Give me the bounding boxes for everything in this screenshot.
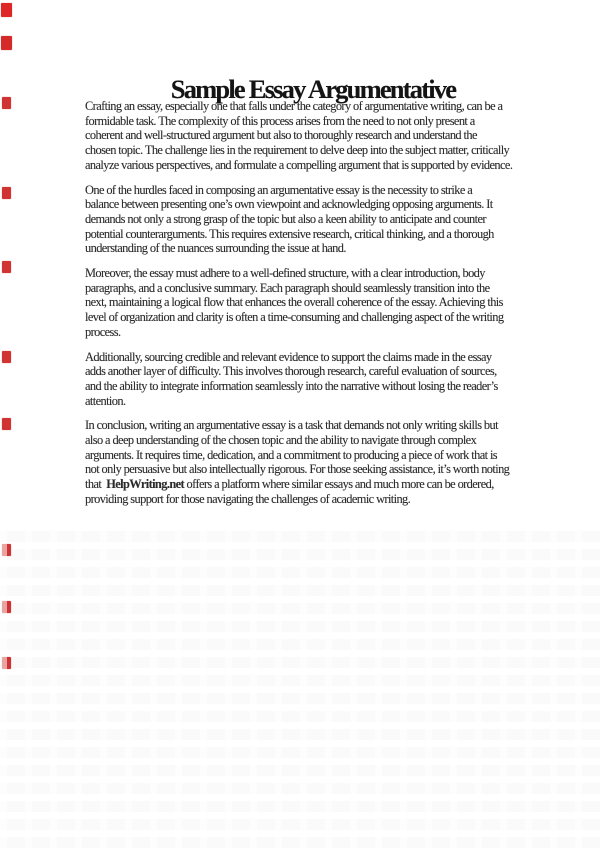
essay-text-run: One of the hurdles faced in composing an argumentative essay is the necessity to strike a [85,182,473,197]
page-title: Sample Essay Argumentative [170,73,456,104]
essay-text-run: and the ability to integrate information seamlessly into the narrative without losing the reader’s [85,378,498,393]
essay-text-run: potential counterarguments. This requires extensive research, critical thinking, and a thorough [85,226,494,241]
essay-paragraph [85,418,600,506]
essay-text-run: level of organization and clarity is often a time-consuming and challenging aspect of the writing [85,310,504,325]
essay-text-run: that [85,477,107,492]
essay-text-run: arguments. It requires time, dedication, and a commitment to producing a piece of work that is [85,447,498,462]
essay-text-run: Moreover, the essay must adhere to a well-defined structure, with a clear introduction, body [85,266,485,281]
red-edge-mark [2,601,11,613]
red-edge-mark [1,3,12,17]
essay-text-run: attention. [85,393,126,408]
essay-text-run: chosen topic. The challenge lies in the requirement to delve deep into the subject matter, critically [85,143,510,158]
essay-body [85,99,600,517]
essay-paragraph [85,99,600,173]
faint-watermark-texture [0,525,600,848]
red-edge-mark [2,657,11,669]
essay-text-run: analyze various perspectives, and formulate a compelling argument that is supported by evidence. [85,157,513,172]
essay-text-run: balance between presenting one’s own viewpoint and acknowledging opposing arguments. It [85,197,493,212]
essay-text-run: Crafting an essay, especially one that falls under the category of argumentative writing, can be a [85,99,503,113]
essay-text-run: Additionally, sourcing credible and relevant evidence to support the claims made in the essay [85,349,492,364]
essay-text-run: also a deep understanding of the chosen topic and the ability to navigate through complex [85,433,477,448]
essay-text-run: providing support for those navigating the challenges of academic writing. [85,491,411,506]
red-edge-mark [1,36,12,50]
essay-text-run: not only persuasive but also intellectually rigorous. For those seeking assistance, it’s worth noting [85,462,510,477]
red-edge-mark [2,261,11,273]
helpwriting-brand-text: HelpWriting.net [106,477,185,492]
essay-text-run: offers a platform where similar essays and much more can be ordered, [184,477,494,492]
essay-text-run: demands not only a strong grasp of the topic but also a keen ability to anticipate and counter [85,211,486,226]
essay-text-run: formidable task. The complexity of this process arises from the need to not only present a [85,113,475,128]
essay-text-run: next, maintaining a logical flow that enhances the overall coherence of the essay. Achieving this [85,295,503,310]
red-edge-mark [2,544,11,556]
red-edge-mark [2,351,11,363]
essay-paragraph [85,266,600,340]
essay-paragraph [85,350,600,409]
essay-text-run: adds another layer of difficulty. This involves thorough research, careful evaluation of sources, [85,364,497,379]
essay-text-run: paragraphs, and a conclusive summary. Each paragraph should seamlessly transition into the [85,280,490,295]
red-edge-mark [2,97,11,109]
essay-text-run: understanding of the nuances surrounding the issue at hand. [85,241,346,256]
essay-paragraph [85,183,600,257]
essay-text-run: In conclusion, writing an argumentative essay is a task that demands not only writing skills but [85,418,498,433]
red-edge-mark [2,187,11,199]
red-edge-mark [2,418,11,430]
essay-text-run: coherent and well-structured argument but also to thoroughly research and understand the [85,128,477,143]
essay-text-run: process. [85,324,121,339]
